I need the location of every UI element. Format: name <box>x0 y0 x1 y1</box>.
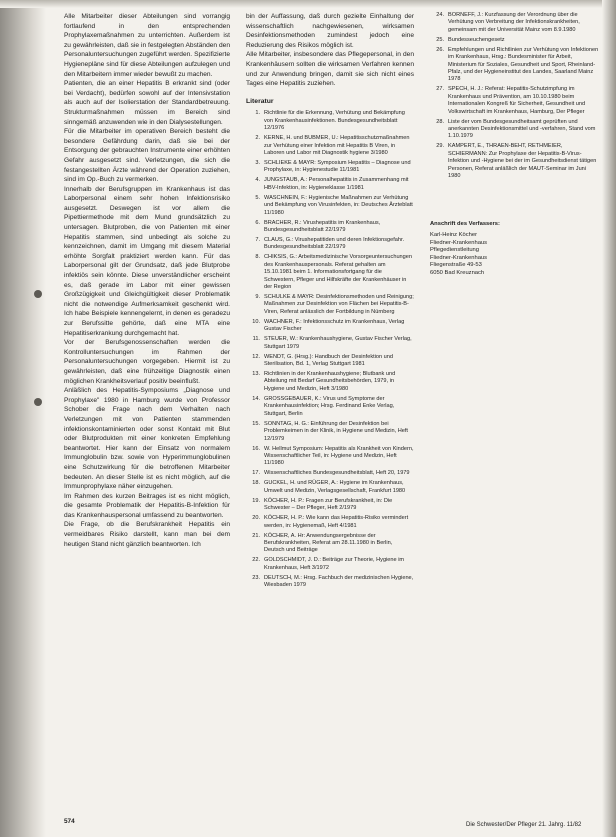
body-paragraph: Patienten, die an einer Hepatitis B erkrankt sind (oder bei Verdacht), bedürfen sowohl auf der Intensivstation als auch auf der Isolierstation der Standardbetreuung. Strukturmaßnahmen müssen im Bereich sind sinngemäß anzuwenden wie in den Dialysestellungen. <box>64 80 230 126</box>
reference-number: 5. <box>255 194 260 201</box>
reference-text: GUCKEL, H. und RÜGER, A.: Hygiene im Krankenhaus, Umwelt und Medizin, Verlagsgesellschaft, Frankfurt 1980 <box>264 480 406 494</box>
reference-item <box>246 446 414 468</box>
reference-list <box>430 12 600 181</box>
body-paragraph: Alle Mitarbeiter, insbesondere das Pflegepersonal, in den Krankenhäusern sollten die wirksamen Verfahren kennen und zur Anwendung bringen, damit sie sich nicht eines Tages eine Hepatitis zuziehen. <box>246 51 414 88</box>
reference-text: SPECH, H. J.: Referat: Hepatitis-Schutzimpfung im Krankenhaus und Prävention, am 10.10.1980 beim Internationalen Kongreß für Sicherheit, Gesundheit und Volkswirtschaft im Krankenhaus, Hamburg, Der Pfleger <box>448 86 586 115</box>
reference-item <box>246 195 414 217</box>
reference-text: Empfehlungen und Richtlinien zur Verhütung von Infektionen im Krankenhaus, Hrsg.: Bundesminister für Arbeit, Ministerium für Soziales, Gesundheit und Sport, Rheinland-Pfalz, und der Hygieneinstitut des Landes, Saarland Mainz 1978 <box>448 46 599 83</box>
reference-item <box>246 354 414 369</box>
binder-hole-icon <box>34 398 42 406</box>
reference-item <box>246 254 414 291</box>
reference-number: 11. <box>252 336 260 343</box>
reference-text: CLAUS, G.: Virushepatitiden und deren Infektionsgefahr. Bundesgesundheitsblatt 22/1979 <box>264 237 405 251</box>
reference-text: SCHULKE & MAYR: Desinfektionsmethoden und Reinigung; Maßnahmen zur Desinfektion von Flächen bei Hepatitis-B-Viren, Referat anlässlich der Fortbildung in Nürnberg <box>264 294 414 315</box>
body-paragraph: Alle Mitarbeiter dieser Abteilungen sind vorrangig fortlaufend in den entsprechenden Prophylaxemaßnahmen zu unterrichten. Außerdem ist zu gewährleisten, daß sie in festgelegten Abständen den Personaluntersuchungen zugeführt werden. Spezifizierte Hygienepläne sind für diese Abteilungen aufzulegen und den Mitarbeitern immer wieder bewußt zu machen. <box>64 13 230 78</box>
reference-item <box>246 336 414 351</box>
reference-number: 8. <box>255 254 260 261</box>
reference-text: KERNE, H. und BUBMER, U.: Hepatitisschutzmaßnahmen zur Verhütung einer Infektion mit Hepatitis B Viren, in Laboren und Labor mit Diagnostik hygiene 3/1980 <box>264 135 410 156</box>
reference-text: Richtlinien in der Krankenhaushygiene; Blutbank und Abteilung mit Bedarf Gesundheitsbehörden, 1979, in Hygiene und Medizin, Heft 3/1980 <box>264 371 396 392</box>
reference-item <box>246 498 414 513</box>
reference-number: 1. <box>255 110 260 117</box>
reference-item <box>246 557 414 572</box>
reference-item <box>246 421 414 443</box>
reference-list <box>246 110 414 589</box>
text-column-right <box>430 12 600 278</box>
reference-item <box>430 86 600 116</box>
reference-number: 20. <box>252 515 260 522</box>
reference-number: 26. <box>436 46 444 53</box>
reference-text: KÖCHER, A. Hr: Anwendungsergebnisse der Berufskrankheiten, Referat am 28.11.1980 in Berlin, Deutsch und Beiträge <box>264 532 393 554</box>
text-column-left <box>64 12 230 549</box>
reference-number: 3. <box>255 159 260 166</box>
reference-number: 24. <box>436 12 444 18</box>
reference-text: WACHNER, F.: Infektionsschutz im Krankenhaus, Verlag Gustav Fischer <box>264 318 405 333</box>
reference-number: 13. <box>252 371 260 378</box>
reference-number: 25. <box>436 36 444 43</box>
reference-item <box>246 575 414 590</box>
reference-number: 2. <box>255 135 260 142</box>
references-heading: Literatur <box>246 97 274 105</box>
reference-number: 19. <box>252 497 260 504</box>
binder-hole-icon <box>34 290 42 298</box>
reference-text: Liste der vom Bundesgesundheitsamt geprüften und anerkannten Desinfektionsmittel und -verfahren, Stand vom 1.10.1979 <box>448 118 596 140</box>
reference-text: WENDT, G. (Hrsg.): Handbuch der Desinfektion und Sterilisation, Bd. 1, Verlag Stuttgart 1981 <box>264 353 394 368</box>
reference-item <box>430 12 600 34</box>
reference-number: 10. <box>252 318 260 325</box>
address-line: Pflegedienstleitung <box>430 247 479 254</box>
reference-number: 16. <box>252 445 260 452</box>
reference-item <box>246 237 414 252</box>
author-address <box>430 221 600 278</box>
body-paragraph: Die Frage, ob die Berufskrankheit Hepatitis ein vermeidbares Risiko darstellt, kann man bei dem heutigen Stand nicht gänzlich beantworten. Ich <box>64 521 230 548</box>
reference-number: 23. <box>252 574 260 581</box>
reference-text: DEUTSCH, M.: Hrsg. Fachbuch der medizinischen Hygiene, Wiesbaden 1979 <box>264 574 414 589</box>
reference-text: CHIKSIS, G.: Arbeitsmedizinische Vorsorgeuntersuchungen des Krankenhauspersonals. Referat gehalten am 15.10.1981 beim 1. Informationsfortgang für die Schwestern, Pfleger und Hilfskräfte der Krankenhäuser in der Region <box>264 254 412 291</box>
reference-text: BRACHER, R.: Virushepatitis im Krankenhaus, Bundesgesundheitsblatt 22/1979 <box>264 219 381 233</box>
text-column-middle <box>246 12 414 592</box>
reference-text: BORNEFF, J.: Kurzfassung der Verordnung über die Verhütung von Verbreitung der Infektionskrankheiten, gemeinsam mit der Universität Mainz vom 8.9.1980 <box>448 12 580 33</box>
reference-text: GOLDSCHMIDT, J. D.: Beiträge zur Theorie, Hygiene im Krankenhaus, Heft 3/1972 <box>264 557 405 571</box>
journal-footer: Die Schwester/Der Pfleger 21. Jahrg. 11/82 <box>466 822 582 828</box>
reference-text: SCHLIEKE & MAYR: Symposium Hepatitis – Diagnose und Prophylaxe, in: Hygienestudie 11/1981 <box>264 159 411 174</box>
body-paragraph: Im Rahmen des kurzen Beitrages ist es nicht möglich, die gesamte Problematik der Hepatitis-B-Infektion für das Krankenhauspersonal umfassend zu beantworten. <box>64 492 230 519</box>
reference-item <box>246 319 414 334</box>
reference-item <box>246 160 414 175</box>
address-line: Karl-Heinz Köcher <box>430 232 478 239</box>
reference-number: 22. <box>252 557 260 564</box>
page-number: 574 <box>64 818 75 825</box>
reference-text: Bundesseuchengesetz <box>448 36 505 43</box>
address-line: Fliedner-Krankenhaus <box>430 254 488 261</box>
reference-number: 6. <box>255 219 260 226</box>
reference-text: Wissenschaftliches Bundesgesundheitsblatt, Heft 20, 1979 <box>264 470 410 477</box>
body-paragraph: Innerhalb der Berufsgruppen im Krankenhaus ist das Laborpersonal einem sehr hohen Infektionsrisiko ausgesetzt. Deswegen ist vor allem die Pipettiermethode mit dem Mund grundsätzlich zu untersagen. Blutproben, die von Patienten mit einer Hepatitis stammen, sind unbedingt als solche zu kennzeichnen, damit im Umgang mit diesem Material erhöhte Sorgfalt praktiziert werden kann. Für das Laborpersonal gilt der Grundsatz, daß jede Blutprobe infektiös sein könnte. Diese unverständlicher erscheint es, daß gerade im Labor mit einer gewissen Großzügigkeit und Gleichgültigkeit dieser Problematik nicht die notwendige Aufmerksamkeit geschenkt wird. Ich habe Beispiele kennengelernt, in denen es geradezu zur Berufssitte gehörte, daß eine MTA eine Hepatitiserkrankung durchgemacht hat. <box>64 185 230 337</box>
reference-text: KAMPERT, E., THRAEN-BEHT, RETHMEIER, SCHIERMANN: Zur Prophylaxe der Hepatitis-B-Virus-Infektion und -Hygiene bei der im Gesundheitsdienst tätigen Personen, Referat anläßlich der MAUT-Seminar im Juni 1980 <box>448 143 597 180</box>
reference-item <box>246 371 414 393</box>
page-shadow-left <box>0 0 46 837</box>
reference-item <box>430 47 600 84</box>
reference-text: WASCHNEIN, F.: Hygienische Maßnahmen zur Verhütung und Bekämpfung von Virusinfekten, in: Deutsches Ärzteblatt 11/1980 <box>264 194 413 216</box>
reference-number: 17. <box>252 470 260 477</box>
body-paragraph: Für die Mitarbeiter im operativen Bereich besteht die besondere Gefährdung darin, daß sie bei der Entsorgung der gebrauchten Instrumente einer erhöhten Gefahr ausgesetzt sind. Verletzungen, die sich die festangestellten Ärzte während der Operation zuziehen, sind im Op.-Buch zu vermerken. <box>64 128 230 184</box>
reference-item <box>430 119 600 141</box>
reference-number: 18. <box>252 480 260 487</box>
reference-number: 4. <box>255 177 260 184</box>
reference-number: 14. <box>252 395 260 402</box>
reference-item <box>246 294 414 316</box>
reference-text: GROSSGEBAUER, K.: Virus und Symptome der Krankenhausinfektion; Hrsg. Ferdinand Enke Verlag, Stuttgart, Berlin <box>264 395 395 417</box>
address-line: 6050 Bad Kreuznach <box>430 270 485 277</box>
reference-text: W. Hellmut Symposium: Hepatitis als Krankheit von Kindern, Wissenschaftlicher Teil, in: Hygiene und Medizin, Heft 11/1980 <box>264 445 414 467</box>
reference-number: 9. <box>255 294 260 301</box>
reference-item <box>246 470 414 477</box>
reference-text: KÖCHER, H. P.: Fragen zur Berufskrankheit, in: Die Schwester – Der Pfleger, Heft 2/1979 <box>264 497 393 512</box>
reference-number: 15. <box>252 420 260 427</box>
reference-number: 29. <box>436 143 444 150</box>
reference-item <box>246 515 414 530</box>
reference-number: 21. <box>252 532 260 539</box>
reference-number: 7. <box>255 237 260 243</box>
page-shadow-top <box>0 0 616 8</box>
address-line: Fliedner-Krankenhaus <box>430 239 488 246</box>
reference-number: 12. <box>252 353 260 360</box>
reference-item <box>430 143 600 180</box>
body-paragraph: Vor der Berufsgenossenschaften werden die Kontrolluntersuchungen im Rahmen der Personaluntersuchungen vorgegeben. Hiermit ist zu gewährleisten, daß eine frühzeitige Diagnostik einen möglichen Krankheitsverlauf positiv beeinflußt. <box>64 339 230 385</box>
reference-text: STEUER, W.: Krankenhaushygiene, Gustav Fischer Verlag, Stuttgart 1979 <box>264 336 412 350</box>
body-paragraph: Anläßlich des Hepatitis-Symposiums „Diagnose und Prophylaxe" 1980 in Hamburg wurde von Professor Schober die Frage nach dem Verhalten nach Verletzungen mit von Patienten stammenden infektionskontaminierten oder sonst Kontakt mit Blut oder Blutprodukten mit einer konkreten Empfehlung beantwortet. Hier kann der Einsatz von normalem Immunglobulin bzw. sowie von Hyperimmunglobulinen eine Schutzwirkung für die betroffenen Mitarbeiter bedeuten. An dieser Stelle ist es nicht möglich, auf die Immunprophylaxe näher einzugehen. <box>64 387 230 491</box>
reference-text: KÖCHER, H. P.: Wie kann das Hepatitis-Risiko vermindert werden, in: Hygienemaß, Heft 4/1981 <box>264 515 409 529</box>
reference-text: SONNTAG, H. G.: Einführung der Desinfektion bei Problemkeimen in der Klinik, in Hygiene und Medizin, Heft 12/1979 <box>264 420 408 442</box>
reference-text: Richtlinie für die Erkennung, Verhütung und Bekämpfung von Krankenhausinfektionen. Bundesgesundheitsblatt 12/1976 <box>264 110 405 132</box>
reference-item <box>246 110 414 132</box>
reference-item <box>246 480 414 495</box>
reference-number: 28. <box>436 118 444 125</box>
body-paragraph: bin der Auffassung, daß durch gezielte Einhaltung der wissenschaftlich nachgewiesenen, wirksamen Desinfektionsmethoden zumindest jedoch eine Reduzierung des Risikos möglich ist. <box>246 13 414 49</box>
reference-item <box>246 396 414 418</box>
reference-item <box>246 135 414 157</box>
reference-number: 27. <box>436 86 444 93</box>
page-shadow-right <box>602 0 616 837</box>
address-line: Fliegenstraße 49-53 <box>430 262 482 269</box>
reference-item <box>246 220 414 235</box>
reference-item <box>246 177 414 192</box>
address-title: Anschrift des Verfassers: <box>430 220 500 227</box>
reference-item <box>246 533 414 555</box>
reference-text: JUNGSTAUB, A.: Personalhepatitis in Zusammenhang mit HBV-Infektion, in: Hygieneklasse 1/1981 <box>264 177 409 191</box>
reference-item <box>430 37 600 44</box>
